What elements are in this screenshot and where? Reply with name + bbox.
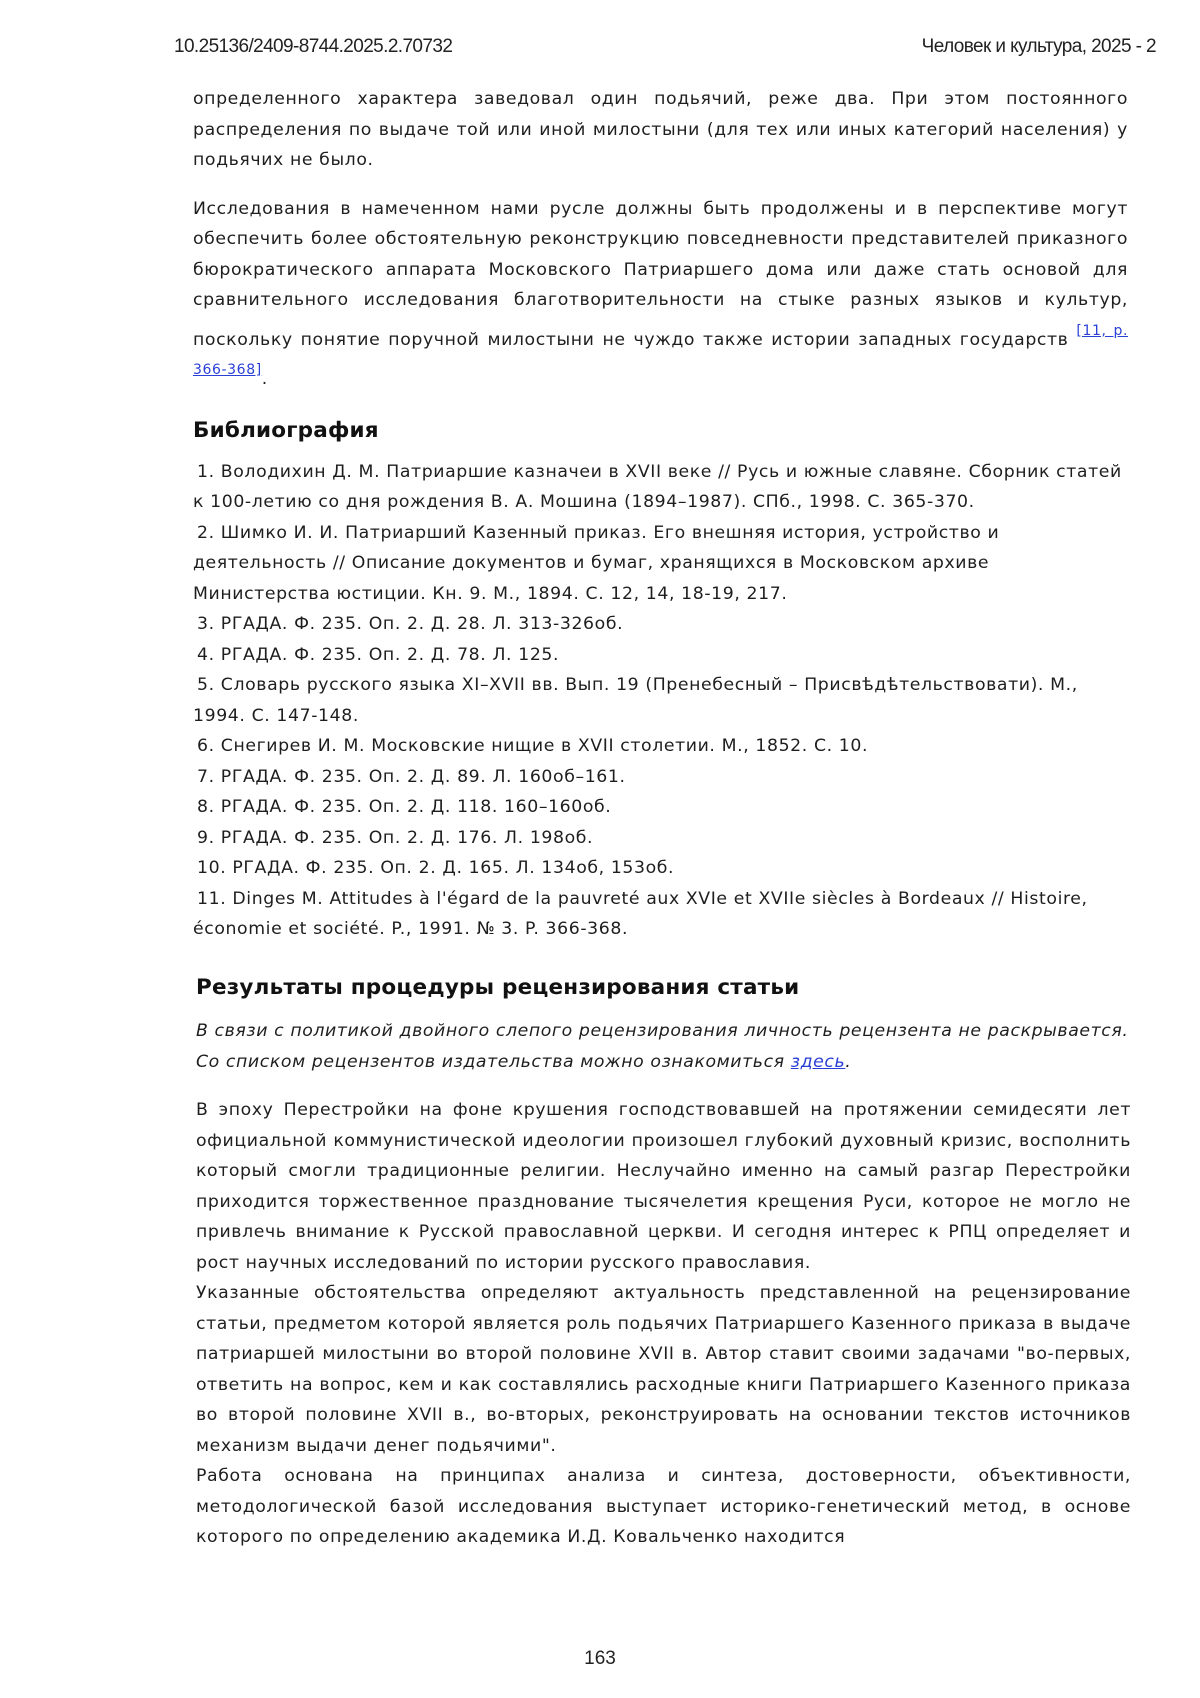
bibliography-item-text: РГАДА. Ф. 235. Оп. 2. Д. 118. 160–160об.: [220, 797, 612, 817]
citation-link[interactable]: [11, p. 366-368]: [193, 322, 1129, 378]
review-heading: Результаты процедуры рецензирования статьи: [196, 975, 800, 1000]
review-paragraph: Указанные обстоятельства определяют актуальность представленной на рецензирование статьи, предметом которой является роль подьячих Патриаршего Казенного приказа в выдаче патриаршей милостыни во второй половине XVII в. Автор ставит своими задачами "во-первых, ответить на вопрос, кем и как составлялись расходные книги Патриаршего Казенного приказа во второй половине XVII в., во-вторых, реконструировать на основании текстов источников механизм выдачи денег подьячими".: [196, 1283, 1131, 1456]
review-paragraph: В эпоху Перестройки на фоне крушения господствовавшей на протяжении семидесяти лет официальной коммунистической идеологии произошел глубокий духовный кризис, восполнить который смогли традиционные религии. Неслучайно именно на самый разгар Перестройки приходится торжественное празднование тысячелетия крещения Руси, которое не могло не привлечь внимание к Русской православной церкви. И сегодня интерес к РПЦ определяет и рост научных исследований по истории русского православия.: [196, 1100, 1131, 1273]
bibliography-item-text: РГАДА. Ф. 235. Оп. 2. Д. 89. Л. 160об–161.: [220, 766, 626, 787]
bibliography-item-text: РГАДА. Ф. 235. Оп. 2. Д. 78. Л. 125.: [220, 644, 560, 665]
bibliography-item-number: 7.: [197, 766, 215, 787]
bibliography-item: [193, 792, 1128, 823]
page-number: 163: [584, 1648, 616, 1669]
review-paragraph: Работа основана на принципах анализа и синтеза, достоверности, объективности, методологической базой исследования выступает историко-генетический метод, в основе которого по определению академика И.Д. Ковальченко находится: [196, 1466, 1131, 1547]
bibliography-item-number: 10.: [197, 858, 227, 878]
bibliography-item-text: РГАДА. Ф. 235. Оп. 2. Д. 28. Л. 313-326об.: [220, 614, 624, 634]
reviewers-note-text: Со списком рецензентов издательства можно ознакомиться: [196, 1051, 791, 1072]
bibliography-item: [193, 670, 1128, 731]
review-section: [196, 970, 1131, 1553]
reviewers-note: [196, 1047, 1131, 1078]
bibliography-item-text: Шимко И. И. Патриарший Казенный приказ. Его внешняя история, устройство и деятельность // Описание документов и бумаг, хранящихся в Московском архиве Министерства юстиции. Кн. 9. М., 1894. С. 12, 14, 18-19, 217.: [193, 522, 1000, 604]
bibliography-item: [193, 823, 1128, 854]
body-paragraph: определенного характера заведовал один подьячий, реже два. При этом постоянного распределения по выдаче той или иной милостыни (для тех или иных категорий населения) у подьячих не было.: [193, 89, 1128, 170]
paragraph-text: Исследования в намеченном нами русле должны быть продолжены и в перспективе могут обеспечить более обстоятельную реконструкцию повседневности представителей приказного бюрократического аппарата Московского Патриаршего дома или даже стать основой для сравнительного исследования благотворительности на стыке разных языков и культур, поскольку понятие поручной милостыни не чуждо также истории западных государств: [193, 198, 1128, 350]
reviewers-note-end: .: [845, 1051, 852, 1072]
bibliography-item: [193, 518, 1128, 610]
bibliography-item-number: 11.: [197, 888, 227, 909]
bibliography-item-number: 8.: [197, 797, 215, 817]
bibliography-item-text: Володихин Д. М. Патриаршие казначеи в XVII веке // Русь и южные славяне. Сборник статей к 100-летию со дня рождения В. А. Мошина (1894–1987). СПб., 1998. С. 365-370.: [193, 461, 1122, 512]
bibliography-item-text: Снегирев И. М. Московские нищие в XVII столетии. М., 1852. С. 10.: [220, 736, 869, 756]
bibliography-item: [193, 609, 1128, 640]
bibliography-item: [193, 731, 1128, 762]
bibliography-item: [193, 640, 1128, 671]
bibliography-item-number: 6.: [197, 736, 215, 756]
bibliography-item-text: Словарь русского языка XI–XVII вв. Вып. 19 (Пренебесный – Присвѣдѣтельствовати). М., 1994. С. 147-148.: [193, 675, 1078, 726]
doi-header: 10.25136/2409-8744.2025.2.70732: [174, 36, 453, 57]
bibliography-heading: Библиография: [193, 417, 379, 443]
bibliography-item-number: 9.: [197, 827, 215, 848]
bibliography-item: [193, 853, 1128, 884]
journal-header: Человек и культура, 2025 - 2: [921, 36, 1156, 57]
bibliography-item-text: РГАДА. Ф. 235. Оп. 2. Д. 165. Л. 134об, 153об.: [232, 858, 675, 878]
bibliography-item-number: 1.: [197, 461, 215, 482]
bibliography-list: [193, 457, 1128, 945]
article-body: [193, 84, 1128, 945]
bibliography-item: [193, 457, 1128, 518]
bibliography-item: [193, 884, 1128, 945]
bibliography-item-number: 2.: [197, 522, 215, 543]
anonymity-note: В связи с политикой двойного слепого рецензирования личность рецензента не раскрывается.: [196, 1021, 1129, 1041]
bibliography-item-number: 5.: [197, 675, 215, 695]
bibliography-item: [193, 762, 1128, 793]
reviewers-list-link[interactable]: здесь: [790, 1051, 846, 1072]
bibliography-item-number: 3.: [197, 614, 215, 634]
body-paragraph: [193, 194, 1128, 395]
bibliography-item-number: 4.: [197, 644, 215, 665]
review-note: [196, 1016, 1131, 1077]
bibliography-item-text: Dinges M. Attitudes à l'égard de la pauvreté aux XVIe et XVIIe siècles à Bordeaux // Histoire, économie et société. P., 1991. № 3. P. 366-368.: [193, 888, 1088, 939]
bibliography-item-text: РГАДА. Ф. 235. Оп. 2. Д. 176. Л. 198об.: [220, 827, 594, 848]
paragraph-end: .: [261, 369, 268, 389]
